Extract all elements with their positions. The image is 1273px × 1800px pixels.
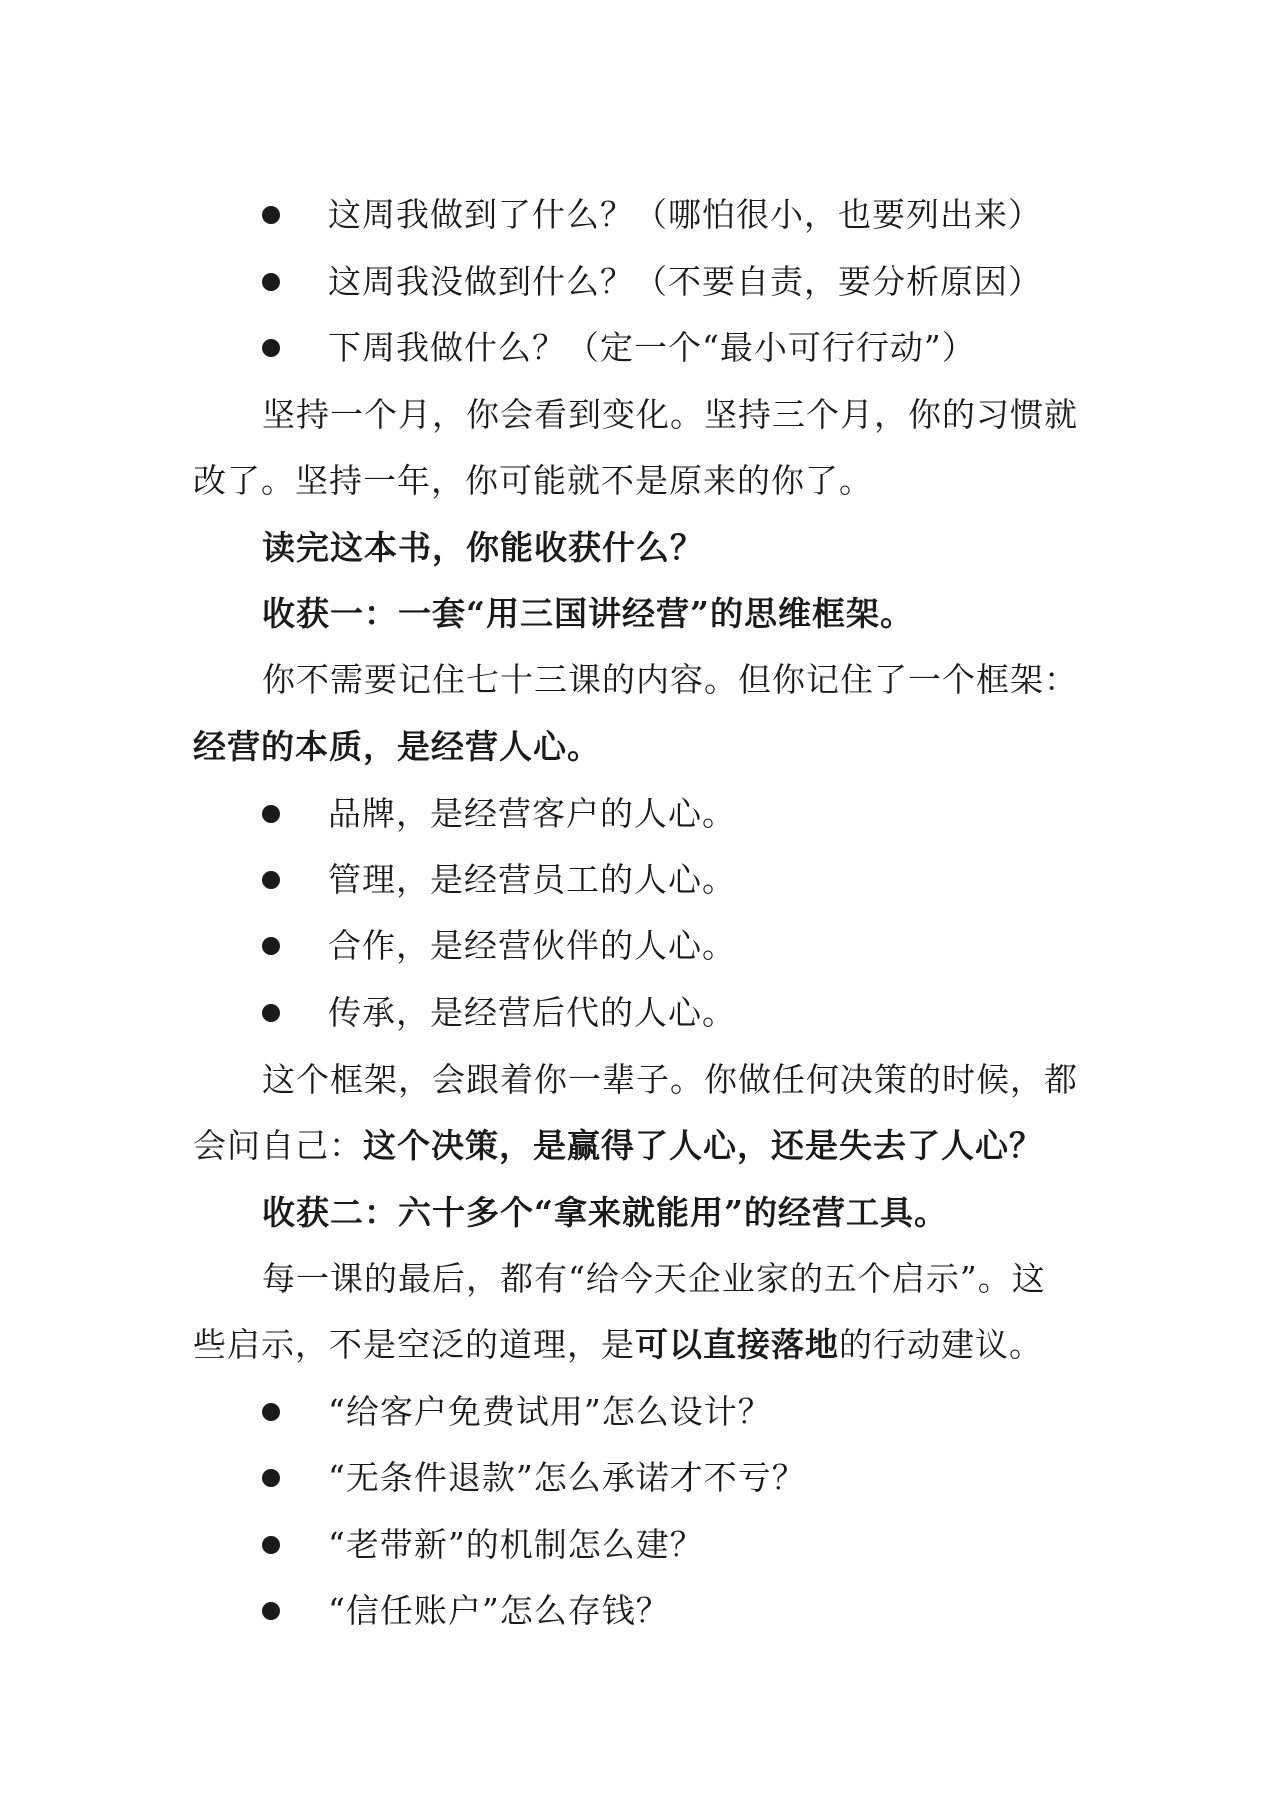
bullet-icon (262, 1469, 280, 1487)
bullet-icon (262, 805, 280, 823)
list-item-text: 这周我没做到什么？（不要自责，要分析原因） (328, 262, 1042, 301)
gain-title: 收获一：一套“用三国讲经营”的思维框架。 (262, 594, 914, 633)
list-item-text: “无条件退款”怎么承诺才不亏？ (328, 1458, 806, 1497)
paragraph-line: 这个框架，会跟着你一辈子。你做任何决策的时候，都 (262, 1060, 1078, 1099)
paragraph-line: 坚持一个月，你会看到变化。坚持三个月，你的习惯就 (262, 395, 1078, 434)
list-item-text: “信任账户”怎么存钱？ (328, 1591, 670, 1630)
emphasis-text: 这个决策，是赢得了人心，还是失去了人心？ (363, 1126, 1043, 1165)
paragraph-text: 会问自己： (193, 1126, 363, 1165)
bullet-icon (262, 1536, 280, 1554)
section-heading: 读完这本书，你能收获什么？ (262, 528, 704, 567)
list-item-text: 品牌，是经营客户的人心。 (328, 794, 736, 833)
bullet-icon (262, 871, 280, 889)
list-item-text: 下周我做什么？（定一个“最小可行行动”） (328, 328, 976, 367)
paragraph-line: 你不需要记住七十三课的内容。但你记住了一个框架： (262, 660, 1078, 699)
gain-title: 收获二：六十多个“拿来就能用”的经营工具。 (262, 1193, 948, 1232)
bullet-icon (262, 273, 280, 291)
paragraph-line-bold: 经营的本质，是经营人心。 (193, 727, 601, 766)
emphasis-text: 可以直接落地 (635, 1325, 839, 1364)
bullet-icon (262, 1403, 280, 1421)
list-item-text: “老带新”的机制怎么建？ (328, 1525, 704, 1564)
paragraph-text: 些启示，不是空泛的道理，是 (193, 1325, 635, 1364)
paragraph-line: 每一课的最后，都有“给今天企业家的五个启示”。这 (262, 1259, 1046, 1298)
list-item-text: “给客户免费试用”怎么设计？ (328, 1392, 772, 1431)
paragraph-line: 改了。坚持一年，你可能就不是原来的你了。 (193, 461, 873, 500)
bullet-icon (262, 339, 280, 357)
paragraph-line (193, 1126, 1043, 1166)
list-item-text: 合作，是经营伙伴的人心。 (328, 926, 736, 965)
bullet-icon (262, 937, 280, 955)
bullet-icon (262, 1004, 280, 1022)
paragraph-text: 的行动建议。 (839, 1325, 1043, 1364)
list-item-text: 管理，是经营员工的人心。 (328, 860, 736, 899)
paragraph-line (193, 1325, 1043, 1365)
list-item-text: 传承，是经营后代的人心。 (328, 993, 736, 1032)
bullet-icon (262, 1602, 280, 1620)
list-item-text: 这周我做到了什么？（哪怕很小，也要列出来） (328, 195, 1042, 234)
bullet-icon (262, 206, 280, 224)
